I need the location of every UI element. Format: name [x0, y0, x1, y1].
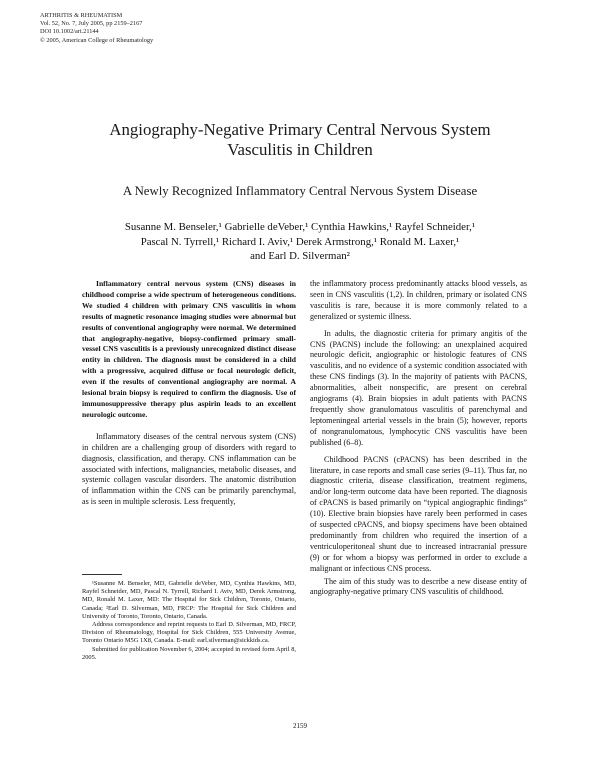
title-line-1: Angiography-Negative Primary Central Nervous System — [109, 120, 491, 139]
journal-masthead — [40, 12, 153, 45]
body-paragraph-4: The aim of this study was to describe a new disease entity of angiography-negative primary CNS vasculitis of childhood. — [310, 576, 527, 597]
footnote-divider — [82, 574, 122, 575]
body-paragraph-2: In adults, the diagnostic criteria for primary angitis of the CNS (PACNS) include the following: an unexplained acquired neurologic deficit, angiographic or histologic features of CNS vasculitis, and no evidence of a systemic condition associated with these CNS findings (3). In the majority of patients with PACNS, abnormalities, albeit nonspecific, are present on cerebral angiograms (4). Brain biopsies in adult patients with PACNS frequently show granulomatous vasculitis of parenchymal and leptomeningeal arterial vessels in the brain (5); however, reports of nongranulomatous, lymphocytic CNS vasculitis have been published (6–8). — [310, 328, 527, 447]
author-list — [0, 220, 600, 264]
right-column — [310, 279, 527, 598]
article-subtitle: A Newly Recognized Inflammatory Central Nervous System Disease — [122, 184, 478, 198]
volume-info: Vol. 52, No. 7, July 2005, pp 2159–2167 — [40, 20, 143, 28]
doi: DOI 10.1002/art.21144 — [40, 28, 99, 36]
body-paragraph-1: the inflammatory process predominantly attacks blood vessels, as seen in CNS vasculitis (1,2). In children, primary or isolated CNS vasculitis is rare, because it is more commonly related to a generalized or systemic illness. — [310, 279, 527, 321]
left-column — [82, 279, 296, 508]
journal-name: ARTHRITIS & RHEUMATISM — [40, 12, 123, 19]
footnote-affiliations: ¹Susanne M. Benseler, MD, Gabrielle deVeber, MD, Cynthia Hawkins, MD, Rayfel Schneider, MD, Pascal N. Tyrrell, Richard I. Aviv, MD, Derek Armstrong, MD, Ronald M. Laxer, MD: The Hospital for Sick Children, Toronto, Ontario, Canada; ²Earl D. Silverman, MD, FRCP: The Hospital for Sick Children and University of Toronto, Toronto, Ontario, Canada. — [82, 580, 296, 620]
footnote-submitted: Submitted for publication November 6, 2004; accepted in revised form April 8, 2005. — [82, 645, 296, 661]
title-line-2: Vasculitis in Children — [227, 140, 373, 159]
intro-paragraph: Inflammatory diseases of the central nervous system (CNS) in children are a challenging group of disorders with regard to diagnosis, classification, and therapy. CNS inflammation can be associated with infections, malignancies, metabolic diseases, and systemic collagen vascular disorders. The anatomic distribution of inflammation within the CNS can be primarily parenchymal, as is seen in multiple sclerosis. Less frequently, — [82, 431, 296, 507]
abstract — [82, 279, 296, 421]
footnotes — [82, 580, 296, 662]
page-number: 2159 — [293, 722, 307, 730]
abstract-text: Inflammatory central nervous system (CNS) diseases in childhood comprise a wide spectrum of heterogeneous conditions. We studied 4 children with primary CNS vasculitis in whom results of magnetic resonance imaging studies were abnormal but results of conventional angiography were normal. We determined that angiography-negative, biopsy-confirmed primary small-vessel CNS vasculitis is a previously unrecognized distinct disease entity in children. The diagnosis must be considered in a child with a progressive, acquired diffuse or focal neurologic deficit, even if the results of conventional angiography are normal. A lesional brain biopsy is required to confirm the diagnosis. Use of immunosuppressive therapy plus aspirin leads to an excellent neurologic outcome. — [82, 279, 296, 419]
footnote-correspondence: Address correspondence and reprint requests to Earl D. Silverman, MD, FRCP, Division of Rheumatology, Hospital for Sick Children, 555 University Avenue, Toronto Ontario M5G 1X8, Canada. E-mail: earl.silverman@sickkids.ca. — [82, 621, 296, 645]
copyright: © 2005, American College of Rheumatology — [40, 36, 154, 44]
authors-line-3: and Earl D. Silverman² — [250, 250, 350, 263]
authors-line-2: Pascal N. Tyrrell,¹ Richard I. Aviv,¹ Derek Armstrong,¹ Ronald M. Laxer,¹ — [140, 235, 460, 248]
authors-line-1: Susanne M. Benseler,¹ Gabrielle deVeber,¹ Cynthia Hawkins,¹ Rayfel Schneider,¹ — [124, 221, 476, 233]
article-title — [0, 120, 600, 160]
body-paragraph-3: Childhood PACNS (cPACNS) has been described in the literature, in case reports and small case series (9–11). Thus far, no diagnostic criteria, disease classification, treatment regimens, and/or long-term outcome data have been reported. The diagnosis of cPACNS is based primarily on “typical angiographic findings” (10). Elective brain biopsies have rarely been performed in cases of suspected cPACNS, and biopsy specimens have been obtained predominantly from children who required the insertion of a ventriculoperitoneal shunt due to increased intracranial pressure (9) or for whom a biopsy was performed in order to exclude a malignant or infectious CNS process. — [310, 454, 527, 573]
